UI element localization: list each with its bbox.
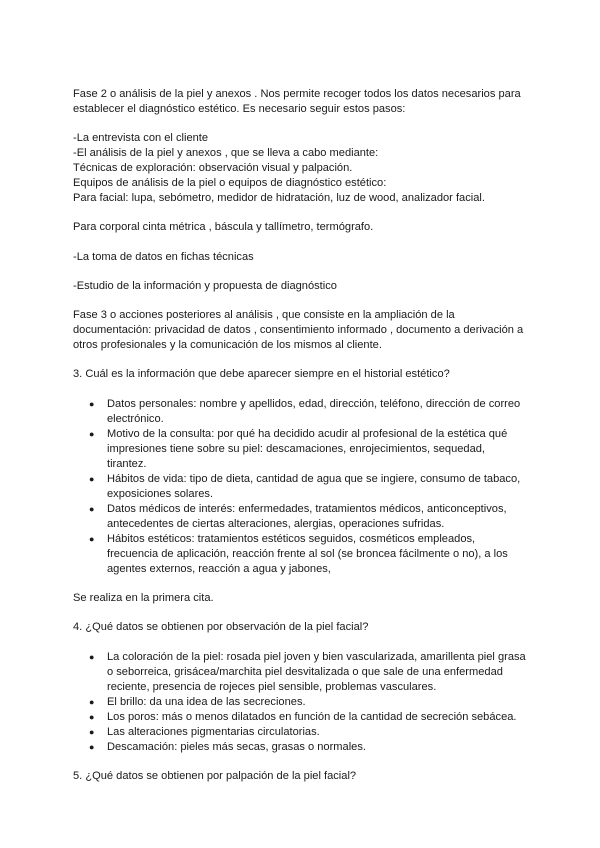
bullet-icon: ●	[89, 712, 95, 722]
list-item: Datos médicos de interés: enfermedades, tratamientos médicos, anticonceptivos,	[107, 503, 507, 515]
list-item: Descamación: pieles más secas, grasas o normales.	[107, 741, 366, 753]
list-item-cont: reciente, presencia de rojeces piel sensible, problemas vasculares.	[107, 681, 437, 693]
list-item: Hábitos estéticos: tratamientos estéticos seguidos, cosméticos empleados,	[107, 533, 476, 545]
bullet-icon: ●	[89, 742, 95, 752]
list-item-cont: electrónico.	[107, 413, 164, 425]
list-item: Motivo de la consulta: por qué ha decidido acudir al profesional de la estética qué	[107, 428, 508, 440]
paragraph-line: otros profesionales y la comunicación de los mismos al cliente.	[73, 339, 382, 351]
list-item: La coloración de la piel: rosada piel joven y bien vascularizada, amarillenta piel grasa	[107, 651, 526, 663]
bullet-icon: ●	[89, 504, 95, 514]
bullet-icon: ●	[89, 727, 95, 737]
bullet-icon: ●	[89, 399, 95, 409]
list-item: Los poros: más o menos dilatados en función de la cantidad de secreción sebácea.	[107, 711, 517, 723]
step-line: -El análisis de la piel y anexos , que se lleva a cabo mediante:	[73, 147, 379, 159]
list-item-cont: exposiciones solares.	[107, 488, 214, 500]
bullet-icon: ●	[89, 534, 95, 544]
list-item: El brillo: da una idea de las secreciones.	[107, 696, 306, 708]
bullet-icon: ●	[89, 697, 95, 707]
step-line: Técnicas de exploración: observación visual y palpación.	[73, 162, 353, 174]
estudio-line: -Estudio de la información y propuesta de diagnóstico	[73, 280, 337, 292]
step-line: -La entrevista con el cliente	[73, 132, 209, 144]
paragraph-line: documentación: privacidad de datos , consentimiento informado , documento a derivación a	[73, 324, 524, 336]
list-item: Hábitos de vida: tipo de dieta, cantidad de agua que se ingiere, consumo de tabaco,	[107, 473, 521, 485]
question-4: 4. ¿Qué datos se obtienen por observación de la piel facial?	[73, 621, 369, 633]
list-item: Las alteraciones pigmentarias circulatorias.	[107, 726, 320, 738]
list-item-cont: agentes externos, reacción a agua y jabones,	[107, 563, 331, 575]
list-item-cont: tirantez.	[107, 458, 147, 470]
list-item-cont: o seborreica, grisácea/marchita piel desvitalizada o que sale de una enfermedad	[107, 666, 503, 678]
list-item-cont: impresiones tiene sobre su piel: descamaciones, enrojecimientos, sequedad,	[107, 443, 486, 455]
bullet-icon: ●	[89, 429, 95, 439]
primera-cita-line: Se realiza en la primera cita.	[73, 592, 214, 604]
question-5: 5. ¿Qué datos se obtienen por palpación de la piel facial?	[73, 770, 357, 782]
paragraph-line: Fase 2 o análisis de la piel y anexos . Nos permite recoger todos los datos necesarios para	[73, 88, 521, 100]
step-line: Equipos de análisis de la piel o equipos de diagnóstico estético:	[73, 177, 387, 189]
paragraph-line: Fase 3 o acciones posteriores al análisis , que consiste en la ampliación de la	[73, 309, 455, 321]
paragraph-line: establecer el diagnóstico estético. Es necesario seguir estos pasos:	[73, 103, 406, 115]
bullet-icon: ●	[89, 474, 95, 484]
toma-datos-line: -La toma de datos en fichas técnicas	[73, 251, 254, 263]
list-item-cont: antecedentes de ciertas alteraciones, alergias, operaciones sufridas.	[107, 518, 445, 530]
list-item: Datos personales: nombre y apellidos, edad, dirección, teléfono, dirección de correo	[107, 398, 521, 410]
question-3: 3. Cuál es la información que debe aparecer siempre en el historial estético?	[73, 368, 450, 380]
corporal-line: Para corporal cinta métrica , báscula y tallímetro, termógrafo.	[73, 221, 374, 233]
step-line: Para facial: lupa, sebómetro, medidor de hidratación, luz de wood, analizador facial.	[73, 192, 485, 204]
bullet-icon: ●	[89, 652, 95, 662]
list-item-cont: frecuencia de aplicación, reacción frente al sol (se broncea fácilmente o no), a los	[107, 548, 508, 560]
